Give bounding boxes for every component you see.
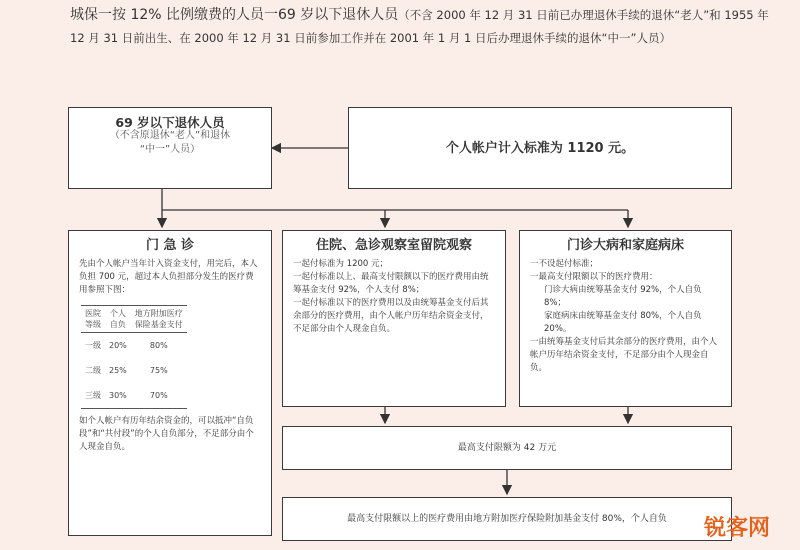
- header-lead: 城保一按 12% 比例缴费的人员一69 岁以下退休人员: [70, 7, 399, 23]
- inpatient-line: 一起付标准以下的医疗费用以及由统筹基金支付后其余部分的医疗费用，由个人帐户历年结余资金支付，不足部分由个人现金自负。: [293, 298, 489, 334]
- retiree-subtitle-2: “中一”人员）: [139, 144, 201, 155]
- account-standard-box: [348, 107, 732, 189]
- outpatient-title: 门诊大病和家庭病床: [566, 238, 684, 253]
- inpatient-line: 一起付标准为 1200 元；: [293, 259, 389, 269]
- outpatient-line: 一最高支付限额以下的医疗费用：: [530, 272, 658, 282]
- above-limit-box: [282, 497, 732, 541]
- table-row: [81, 383, 187, 409]
- table-header: 医院 等级: [81, 306, 105, 333]
- clinic-title: 门 急 诊: [145, 238, 195, 253]
- outpatient-line: 门诊大病由统筹基金支付 92%，个人自负 8%；: [544, 285, 702, 308]
- watermark-logo: 锐客网: [703, 516, 770, 541]
- table-row: [81, 358, 187, 383]
- table-row: [81, 333, 187, 359]
- inpatient-line: 一起付标准以上、最高支付限额以下的医疗费用由统筹基金支付 92%，个人支付 8%；: [293, 272, 489, 295]
- table-cell: 一级: [85, 341, 101, 350]
- table-cell: 75%: [149, 366, 168, 375]
- table-cell: 25%: [109, 366, 127, 375]
- max-limit-text: 最高支付限额为 42 万元: [457, 442, 557, 453]
- outpatient-box: [519, 230, 732, 407]
- table-cell: 20%: [109, 341, 127, 350]
- clinic-table: [81, 305, 187, 409]
- above-limit-text: 最高支付限额以上的医疗费用由地方附加医疗保险附加基金支付 80%，个人自负: [347, 513, 667, 524]
- outpatient-line: 家庭病床由统筹基金支付 80%，个人自负 20%。: [544, 311, 702, 334]
- header-detail: （不含 2000 年 12 月 31 日前已办理退休手续的退休“老人”和 1955 年 12 月 31 日前出生、在 2000 年 12 月 31 日前参加工作并在 2001 年 1 月 1 日后办理退休手续的退休“中一”人员）: [70, 8, 769, 45]
- table-cell: 二级: [85, 366, 101, 375]
- table-cell: 80%: [149, 341, 168, 350]
- table-header: 个人 自负: [105, 306, 131, 333]
- clinic-intro: 先由个人帐户当年计入资金支付，用完后，本人负担 700 元，超过本人负担部分发生的医疗费用参照下图：: [79, 259, 258, 295]
- max-limit-box: [282, 426, 732, 470]
- table-cell: 70%: [131, 383, 187, 409]
- inpatient-title: 住院、急诊观察室留院观察: [315, 238, 472, 253]
- table-cell: 30%: [105, 383, 131, 409]
- clinic-box: [68, 230, 272, 536]
- table-cell: 三级: [81, 383, 105, 409]
- outpatient-line: 一由统筹基金支付后其余部分的医疗费用，由个人帐户历年结余资金支付，不足部分由个人现金自负。: [530, 337, 718, 373]
- retiree-title: 69 岁以下退休人员: [115, 115, 225, 130]
- outpatient-line: 一不设起付标准；: [530, 259, 599, 269]
- table-header: 地方附加医疗 保险基金支付: [131, 306, 187, 333]
- inpatient-box: [282, 230, 506, 407]
- retiree-box: [68, 107, 272, 189]
- clinic-footer: 如个人帐户有历年结余资金的，可以抵冲“自负段”和“共付段”的个人自负部分，不足部分由个人现金自负。: [79, 416, 254, 452]
- retiree-subtitle-1: （不含原退休“老人”和退休: [109, 130, 231, 141]
- account-standard-text: 个人帐户计入标准为 1120 元。: [445, 140, 635, 156]
